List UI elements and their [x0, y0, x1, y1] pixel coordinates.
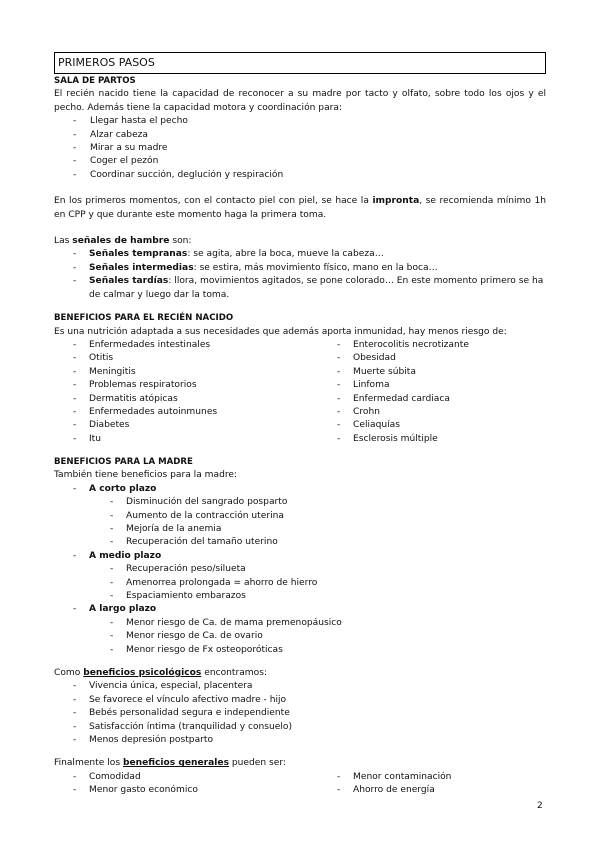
list-item: - Bebés personalidad segura e independiente — [54, 707, 546, 720]
generales-list-left — [54, 771, 324, 798]
medio-plazo-list — [54, 563, 546, 603]
rn-columns — [54, 339, 546, 446]
section-heading-rn: BENEFICIOS PARA EL RECIÉN NACIDO — [54, 313, 234, 324]
list-item: - Señales tardías: llora, movimientos agitados, se pone colorado… En este momento primero se ha de calmar y luego dar la toma. — [54, 275, 546, 302]
list-item: - Enterocolitis necrotizante — [318, 339, 548, 352]
list-item: - A largo plazo — [54, 603, 546, 616]
list-item: - Menor riesgo de Fx osteoporóticas — [54, 644, 546, 657]
rn-list-right — [318, 339, 548, 446]
list-item: - Itu — [54, 433, 324, 446]
list-item: - Mirar a su madre — [54, 142, 546, 155]
madre-list — [54, 483, 546, 496]
generales-list-right — [318, 771, 548, 798]
document-page — [54, 52, 546, 798]
list-item: - Enfermedades autoinmunes — [54, 406, 324, 419]
list-item: - Ahorro de energía — [318, 784, 548, 797]
list-item: - Diabetes — [54, 419, 324, 432]
list-item: - Crohn — [318, 406, 548, 419]
list-item: - Meningitis — [54, 366, 324, 379]
list-item: - Menor riesgo de Ca. de mama premenopáusico — [54, 617, 546, 630]
list-item: - Recuperación peso/silueta — [54, 563, 546, 576]
list-item: - Alzar cabeza — [54, 129, 546, 142]
list-item: - Espaciamiento embarazos — [54, 590, 546, 603]
list-item: - Otitis — [54, 352, 324, 365]
list-item: - Linfoma — [318, 379, 548, 392]
list-item: - Llegar hasta el pecho — [54, 115, 546, 128]
list-item: - Problemas respiratorios — [54, 379, 324, 392]
madre-intro: También tiene beneficios para la madre: — [54, 470, 238, 481]
list-item: - Satisfacción íntima (tranquilidad y consuelo) — [54, 721, 546, 734]
impronta-paragraph: En los primeros momentos, con el contacto piel con piel, se hace la impronta, se recomienda mínimo 1h en CPP y que durante este momento haga la primera toma. — [54, 196, 547, 220]
generales-intro: Finalmente los beneficios generales pueden ser: — [54, 758, 287, 769]
list-item: - Muerte súbita — [318, 366, 548, 379]
list-item: - Se favorece el vínculo afectivo madre - hijo — [54, 694, 546, 707]
sala-list — [54, 115, 546, 182]
list-item: - A medio plazo — [54, 550, 546, 563]
list-item: - Comodidad — [54, 771, 324, 784]
psico-intro: Como beneficios psicológicos encontramos: — [54, 668, 268, 678]
page-title: PRIMEROS PASOS — [54, 52, 546, 74]
list-item: - A corto plazo — [54, 483, 546, 496]
list-item: - Mejoría de la anemia — [54, 523, 546, 536]
list-item: - Disminución del sangrado posparto — [54, 496, 546, 509]
senales-intro: Las señales de hambre son: — [54, 236, 192, 247]
list-item: - Coger el pezón — [54, 155, 546, 168]
rn-intro: Es una nutrición adaptada a sus necesidades que además aporta inmunidad, hay menos riesgo de: — [54, 326, 507, 337]
list-item: - Obesidad — [318, 352, 548, 365]
list-item: - Esclerosis múltiple — [318, 433, 548, 446]
senales-list — [54, 248, 546, 302]
list-item: - Menos depresión postparto — [54, 734, 546, 747]
section-heading-madre: BENEFICIOS PARA LA MADRE — [54, 456, 193, 467]
generales-columns — [54, 771, 546, 798]
page-number: 2 — [537, 801, 543, 811]
list-item: - Enfermedades intestinales — [54, 339, 324, 352]
list-item: - Recuperación del tamaño uterino — [54, 536, 546, 549]
list-item: - Menor riesgo de Ca. de ovario — [54, 630, 546, 643]
sala-intro: El recién nacido tiene la capacidad de reconocer a su madre por tacto y olfato, sobre todo los ojos y el pecho. Además tiene la capacidad motora y coordinación para: — [54, 89, 546, 113]
corto-plazo-list — [54, 496, 546, 550]
rn-list-left — [54, 339, 324, 446]
list-item: - Vivencia única, especial, placentera — [54, 680, 546, 693]
list-item: - Celiaquías — [318, 419, 548, 432]
section-heading-sala: SALA DE PARTOS — [54, 76, 136, 86]
list-item: - Señales tempranas: se agita, abre la boca, mueve la cabeza… — [54, 248, 546, 261]
list-item: - Coordinar succión, deglución y respiración — [54, 169, 546, 182]
list-item: - Señales intermedias: se estira, más movimiento físico, mano en la boca… — [54, 262, 546, 275]
psico-list — [54, 680, 546, 747]
list-item: - Dermatitis atópicas — [54, 393, 324, 406]
list-item: - Menor gasto económico — [54, 784, 324, 797]
largo-plazo-list — [54, 617, 546, 657]
list-item: - Amenorrea prolongada = ahorro de hierro — [54, 577, 546, 590]
list-item: - Enfermedad cardiaca — [318, 393, 548, 406]
list-item: - Aumento de la contracción uterina — [54, 510, 546, 523]
list-item: - Menor contaminación — [318, 771, 548, 784]
